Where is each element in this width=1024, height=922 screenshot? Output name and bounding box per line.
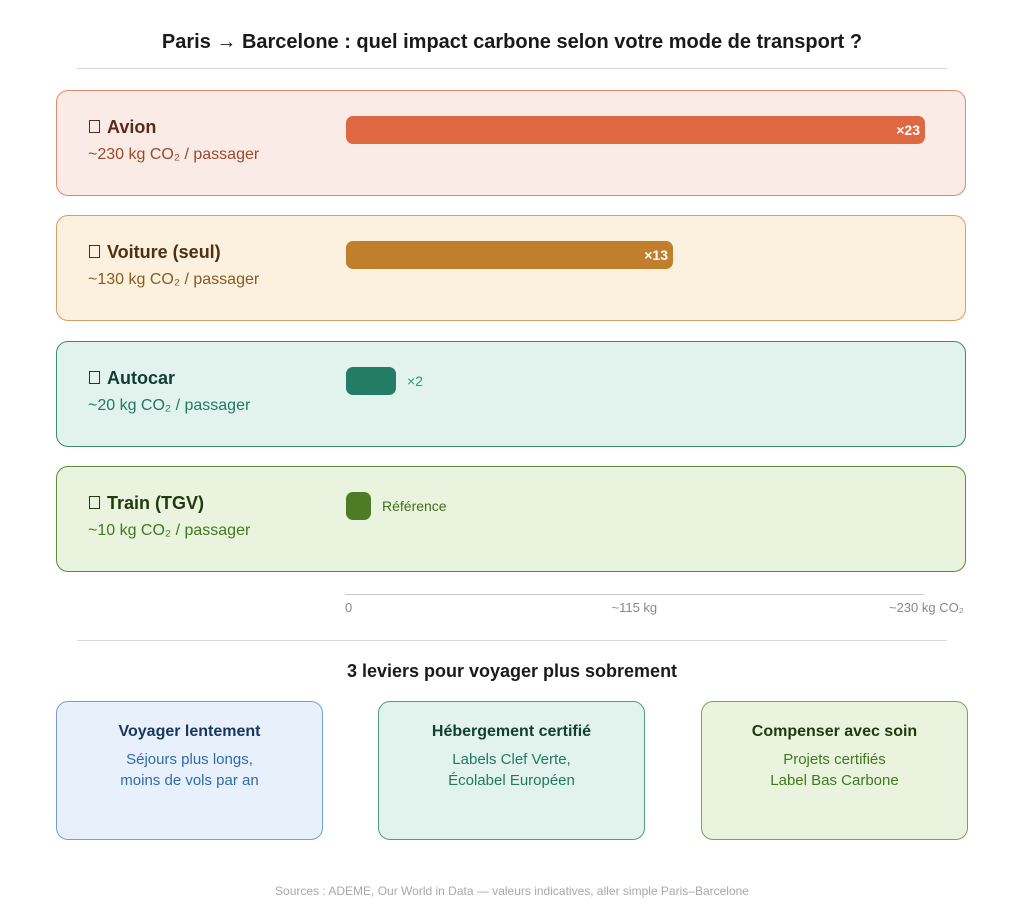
x-axis-tick: 0 [345,600,353,615]
lever-card-compenser [701,701,968,840]
lever-title: Hébergement certifié [431,723,592,740]
x-axis-tick: ~115 kg [611,600,658,615]
lever-text: Labels Clef Verte, Écolabel Européen [448,751,575,789]
mode-card-autocar [56,341,966,447]
lever-title: Compenser avec soin [751,723,918,740]
bar-multiplier-label: ×13 [644,247,668,263]
mode-value: ~230 kg CO₂ / passager [88,146,260,163]
levers-title: 3 leviers pour voyager plus sobrement [346,661,678,681]
train-icon [89,496,100,509]
chart-bar-voiture [346,241,673,269]
page-title: Paris → Barcelone : quel impact carbone selon votre mode de transport ? [161,31,863,53]
mode-value: ~10 kg CO₂ / passager [88,522,251,539]
mode-name: Autocar [107,368,176,388]
section-divider [77,640,947,641]
mode-name: Train (TGV) [107,493,205,513]
title-divider [77,68,947,69]
mode-card-avion [56,90,966,196]
lever-card-voyager [56,701,323,840]
x-axis-tick: ~230 kg CO₂ [889,600,964,615]
sources-footer: Sources : ADEME, Our World in Data — valeurs indicatives, aller simple Paris–Barcelone [275,884,749,898]
bar-multiplier-label: Référence [382,498,447,514]
mode-value: ~20 kg CO₂ / passager [88,397,251,414]
mode-card-voiture [56,215,966,321]
plane-icon [89,120,100,133]
bar-multiplier-label: ×23 [896,122,920,138]
x-axis-line [345,594,924,595]
lever-card-hebergement [378,701,645,840]
bar-multiplier-label: ×2 [407,373,423,389]
car-icon [89,245,100,258]
bus-icon [89,371,100,384]
chart-bar-avion [346,116,925,144]
chart-bar-autocar [346,367,396,395]
lever-text: Projets certifiés Label Bas Carbone [770,751,899,789]
mode-card-train [56,466,966,572]
lever-text: Séjours plus longs, moins de vols par an [120,751,259,789]
chart-bar-train [346,492,371,520]
mode-value: ~130 kg CO₂ / passager [88,271,260,288]
lever-title: Voyager lentement [118,723,261,740]
mode-name: Voiture (seul) [107,242,221,262]
mode-name: Avion [107,117,157,137]
